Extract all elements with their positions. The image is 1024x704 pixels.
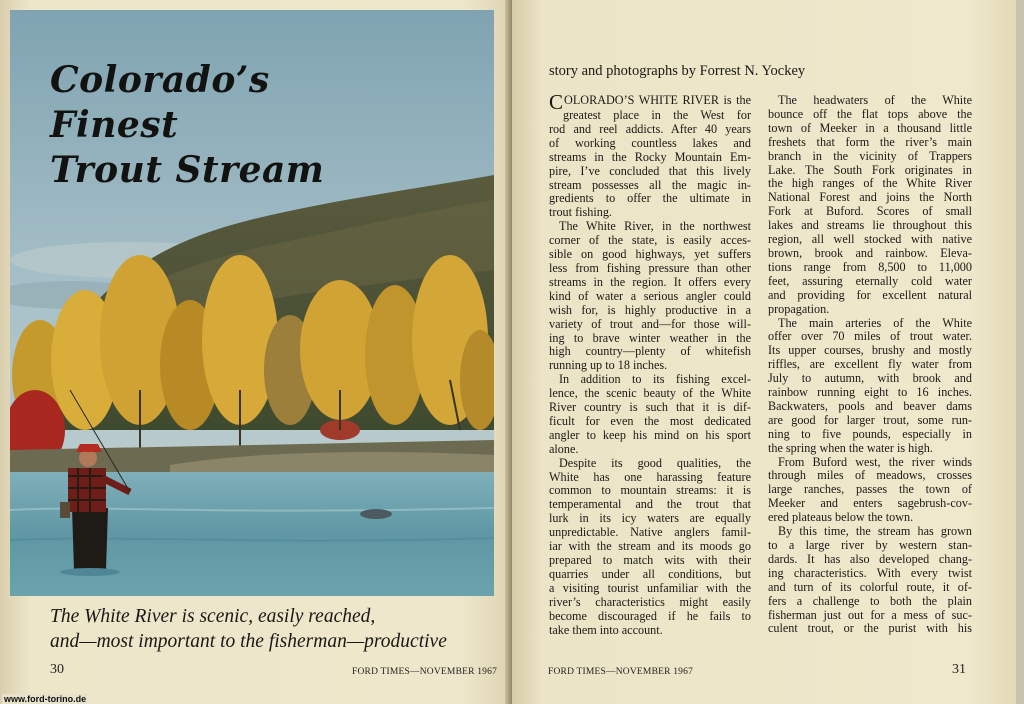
- text-line: Lake. The South Fork originates in: [768, 163, 972, 177]
- text-line: lurk in its icy waters are equally: [549, 512, 751, 526]
- text-line: high country—plenty of whitefish: [549, 345, 751, 359]
- text-line: unpredictable. Native anglers famil-: [549, 526, 751, 540]
- text-line: kind of water a serious angler could: [549, 289, 751, 303]
- text-line: branch in the vicinity of Trappers: [768, 149, 972, 163]
- text-line: feet, assuring eternally cold water: [768, 274, 972, 288]
- text-line: to a large river by western stan-: [768, 539, 972, 552]
- text-line: prepared to match wits with their: [549, 554, 751, 567]
- text-line: variety of trout and—for those will-: [549, 317, 751, 331]
- page-number-left: 30: [50, 662, 64, 677]
- text-line: rod and reel addicts. After 40 years: [549, 122, 751, 136]
- text-line: rainbow running eight to 16 inches.: [768, 386, 972, 400]
- text-line: common to mountain streams: it is: [549, 484, 751, 498]
- page-number-right: 31: [952, 662, 966, 677]
- text-line: lence, the scenic beauty of the White: [549, 387, 751, 401]
- text-line: are good for larger trout, some run-: [768, 413, 972, 427]
- text-line: tions range from 8,500 to 11,000: [768, 260, 972, 274]
- text-line: culent trout, or the purist with his: [768, 622, 972, 636]
- text-line: iar with the stream and its moods go: [549, 540, 751, 554]
- text-line: ing characteristics. With every twist: [768, 566, 972, 580]
- text-line: River country is such that it is dif-: [549, 401, 751, 415]
- photo-caption: [50, 604, 490, 654]
- text-line: running up to 18 inches.: [549, 359, 668, 373]
- text-line: ning to five pounds, especially in: [768, 427, 972, 441]
- text-line: National Forest and joins the North: [768, 191, 972, 205]
- text-line: become discouraged if he fails to: [549, 609, 751, 623]
- text-line: dards. It has also developed chang-: [768, 552, 972, 566]
- text-line: stream possesses all the magic in-: [549, 178, 751, 192]
- text-line: brown, brook and rainbow. Eleva-: [768, 246, 972, 260]
- text-line: large ranches, passes the town of: [768, 483, 972, 497]
- text-line: quarries under all conditions, but: [549, 567, 751, 581]
- text-line: the high ranges of the White River: [768, 177, 972, 191]
- text-line: and providing for excellent natural: [768, 288, 972, 302]
- text-line: through miles of meadows, crosses: [768, 469, 972, 483]
- text-column-1: [549, 94, 751, 637]
- text-line: From Buford west, the river winds: [778, 455, 972, 469]
- text-line: Its upper courses, brushy and mostly: [768, 344, 972, 358]
- article-headline: [50, 58, 324, 193]
- text-line: sible on good highways, yet suffers: [549, 248, 751, 262]
- text-line: White has one harassing feature: [549, 470, 751, 484]
- text-line: Meeker and enters sagebrush-cov-: [768, 497, 972, 511]
- text-line: less from fishing pressure than other: [549, 261, 751, 275]
- text-line: greatest place in the West for: [563, 109, 751, 122]
- text-line: July to autumn, with brook and: [768, 372, 972, 386]
- text-line: corner of the state, is easily acces-: [549, 234, 751, 248]
- text-line: [549, 94, 751, 109]
- text-line: trout fishing.: [549, 206, 612, 220]
- text-line: pire, I’ve concluded that this lively: [549, 164, 751, 178]
- headline-line-3: Trout Stream: [50, 149, 325, 191]
- byline: story and photographs by Forrest N. Yockey: [549, 63, 806, 79]
- text-line: fisherman just out for a mess of suc-: [768, 608, 972, 622]
- running-head-left: FORD TIMES—NOVEMBER 1967: [352, 667, 498, 677]
- text-line: the spring when the water is high.: [768, 441, 933, 455]
- text-line: region, all well stocked with native: [768, 233, 972, 247]
- text-line: alone.: [549, 442, 579, 456]
- text-line-content: OLORADO’S WHITE RIVER is the: [564, 94, 751, 107]
- text-line: streams in the region. It offers every: [549, 275, 751, 289]
- text-line: temperamental and the trout that: [549, 498, 751, 512]
- page-edge: [1016, 0, 1024, 704]
- text-line: ered plateaus below the town.: [768, 511, 914, 525]
- text-line: ing to brave winter weather in the: [549, 331, 751, 345]
- text-line: gredients to offer the ultimate in: [549, 192, 751, 206]
- text-line: freshets that form the river’s main: [768, 135, 972, 149]
- headline-line-1: Colorado’s: [50, 59, 270, 101]
- text-line: The White River, in the northwest: [559, 220, 751, 234]
- caption-line-2: and—most important to the fisherman—productive: [50, 631, 447, 652]
- text-line: town of Meeker in a thousand little: [768, 121, 972, 135]
- text-line: and turn of its colorful route, it of-: [768, 580, 972, 594]
- text-line: a visiting tourist unfamiliar with the: [549, 581, 751, 595]
- text-line: Despite its good qualities, the: [559, 456, 751, 470]
- drop-cap: C: [549, 94, 564, 109]
- text-line: lakes and streams lie throughout this: [768, 219, 972, 233]
- text-line: bounce off the flat tops above the: [768, 107, 972, 121]
- text-line: streams in the Rocky Mountain Em-: [549, 150, 751, 164]
- text-line: The main arteries of the White: [778, 316, 972, 330]
- text-line: Fork at Buford. Scores of small: [768, 205, 972, 219]
- text-line: fers a challenge to both the plain: [768, 594, 972, 608]
- text-line: riffles, are excellent fly water from: [768, 358, 972, 372]
- text-line: propagation.: [768, 302, 830, 316]
- text-line: The headwaters of the White: [778, 94, 972, 107]
- text-line: Backwaters, pools and beaver dams: [768, 399, 972, 413]
- text-line: take them into account.: [549, 623, 663, 637]
- text-line: By this time, the stream has grown: [778, 525, 972, 539]
- text-line: river’s characteristics might easily: [549, 595, 751, 609]
- text-line: of working countless lakes and: [549, 136, 751, 150]
- text-line: offer over 70 miles of trout water.: [768, 330, 972, 344]
- text-line: In addition to its fishing excel-: [559, 373, 751, 387]
- caption-line-1: The White River is scenic, easily reached,: [50, 606, 376, 627]
- text-line: ficult for even the most dedicated: [549, 414, 751, 428]
- headline-line-2: Finest: [50, 104, 179, 146]
- text-line: angler to keep his mind on his sport: [549, 428, 751, 442]
- running-head-right: FORD TIMES—NOVEMBER 1967: [548, 667, 694, 677]
- text-column-2: [768, 94, 972, 636]
- website-watermark: www.ford-torino.de: [4, 694, 87, 704]
- text-line: wish for, is highly productive in a: [549, 303, 751, 317]
